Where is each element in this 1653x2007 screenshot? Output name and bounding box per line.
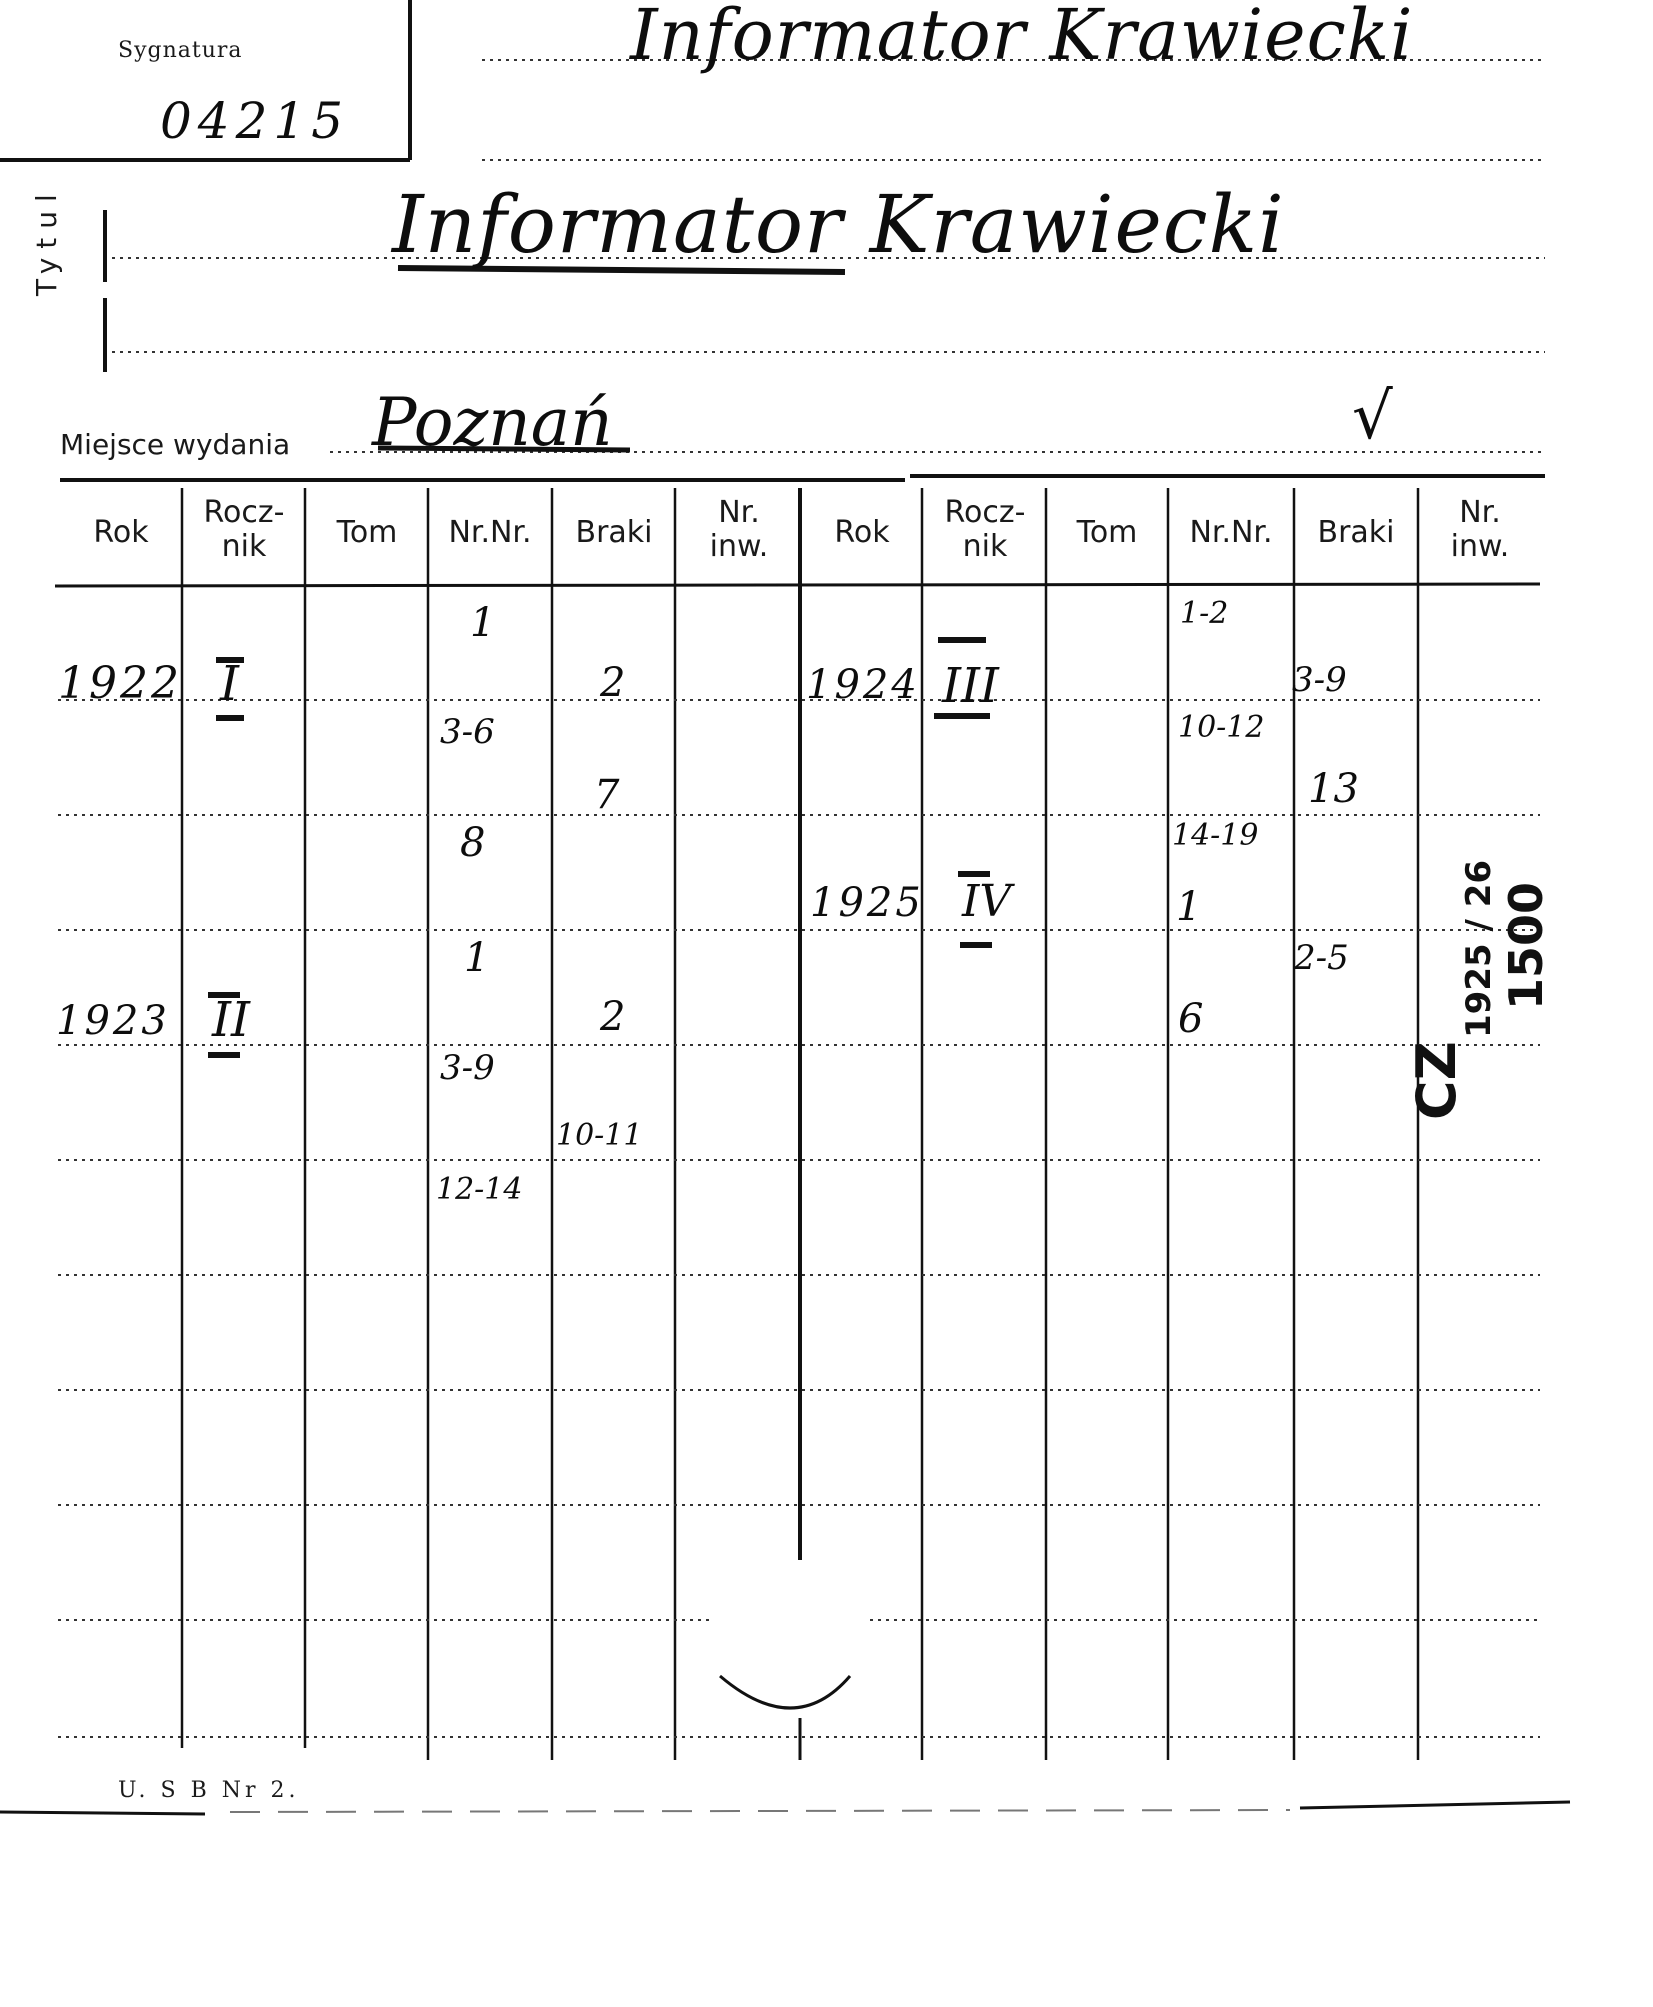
- entry-braki: 2-5: [1294, 938, 1349, 978]
- stamp-range: 1925 / 26: [1459, 859, 1499, 1038]
- header-rok: Rok: [93, 515, 149, 550]
- entry-nrnr: 12-14: [436, 1172, 523, 1207]
- header-tom: Tom: [1076, 515, 1138, 550]
- place-label: Miejsce wydania: [60, 428, 291, 461]
- inventory-stamp: [1405, 820, 1555, 1120]
- entry-braki: 3-9: [1292, 660, 1347, 700]
- header-rocznik: Rocz- nik: [944, 495, 1026, 564]
- entry-braki: 2: [600, 660, 626, 706]
- header-nrnr: Nr.Nr.: [1189, 515, 1273, 550]
- entry-nrnr: 3-9: [440, 1048, 495, 1088]
- header-nrnr: Nr.Nr.: [448, 515, 532, 550]
- header-rocznik: Rocz- nik: [203, 495, 285, 564]
- entry-nrnr: 10-12: [1178, 710, 1265, 745]
- signature-label: Sygnatura: [118, 38, 243, 63]
- footer-code: U. S B Nr 2.: [118, 1778, 300, 1803]
- header-rok: Rok: [834, 515, 890, 550]
- entry-nrnr: 14-19: [1172, 818, 1259, 853]
- header-nr-inw: Nr. inw.: [709, 495, 769, 564]
- header-tom: Tom: [336, 515, 398, 550]
- header-braki: Braki: [575, 515, 653, 550]
- entry-nrnr: 1: [464, 935, 490, 981]
- entry-nrnr: 1-2: [1180, 596, 1229, 631]
- entry-rocznik: II: [212, 992, 250, 1048]
- stamp-number: 1500: [1499, 881, 1553, 1010]
- title-handwritten-main: Informator Krawiecki: [392, 178, 1285, 271]
- entry-rok: 1925: [810, 880, 924, 926]
- entry-rocznik: I: [220, 656, 239, 712]
- header-braki: Braki: [1317, 515, 1395, 550]
- title-label: Tytul: [30, 185, 63, 296]
- entry-rocznik: IV: [962, 876, 1012, 927]
- stamp-prefix: CZ: [1405, 1041, 1468, 1120]
- entry-nrnr: 3-6: [440, 712, 495, 752]
- signature-number: 04215: [160, 92, 350, 150]
- entry-braki: 2: [600, 994, 626, 1040]
- entry-braki: 7: [594, 772, 620, 818]
- place-value: Poznań: [372, 384, 613, 461]
- entry-braki: 10-11: [556, 1118, 643, 1153]
- entry-nrnr: 6: [1178, 996, 1204, 1042]
- entry-nrnr: 8: [460, 820, 486, 866]
- header-nr-inw: Nr. inw.: [1450, 495, 1510, 564]
- check-mark: √: [1352, 380, 1393, 454]
- entry-rok: 1924: [806, 662, 920, 708]
- title-handwritten-top: Informator Krawiecki: [630, 0, 1414, 76]
- entry-braki: 13: [1308, 766, 1359, 812]
- entry-rok: 1922: [58, 658, 182, 709]
- entry-nrnr: 1: [470, 600, 496, 646]
- entry-rok: 1923: [56, 998, 170, 1044]
- entry-nrnr: 1: [1176, 884, 1202, 930]
- entry-rocznik: III: [942, 658, 999, 714]
